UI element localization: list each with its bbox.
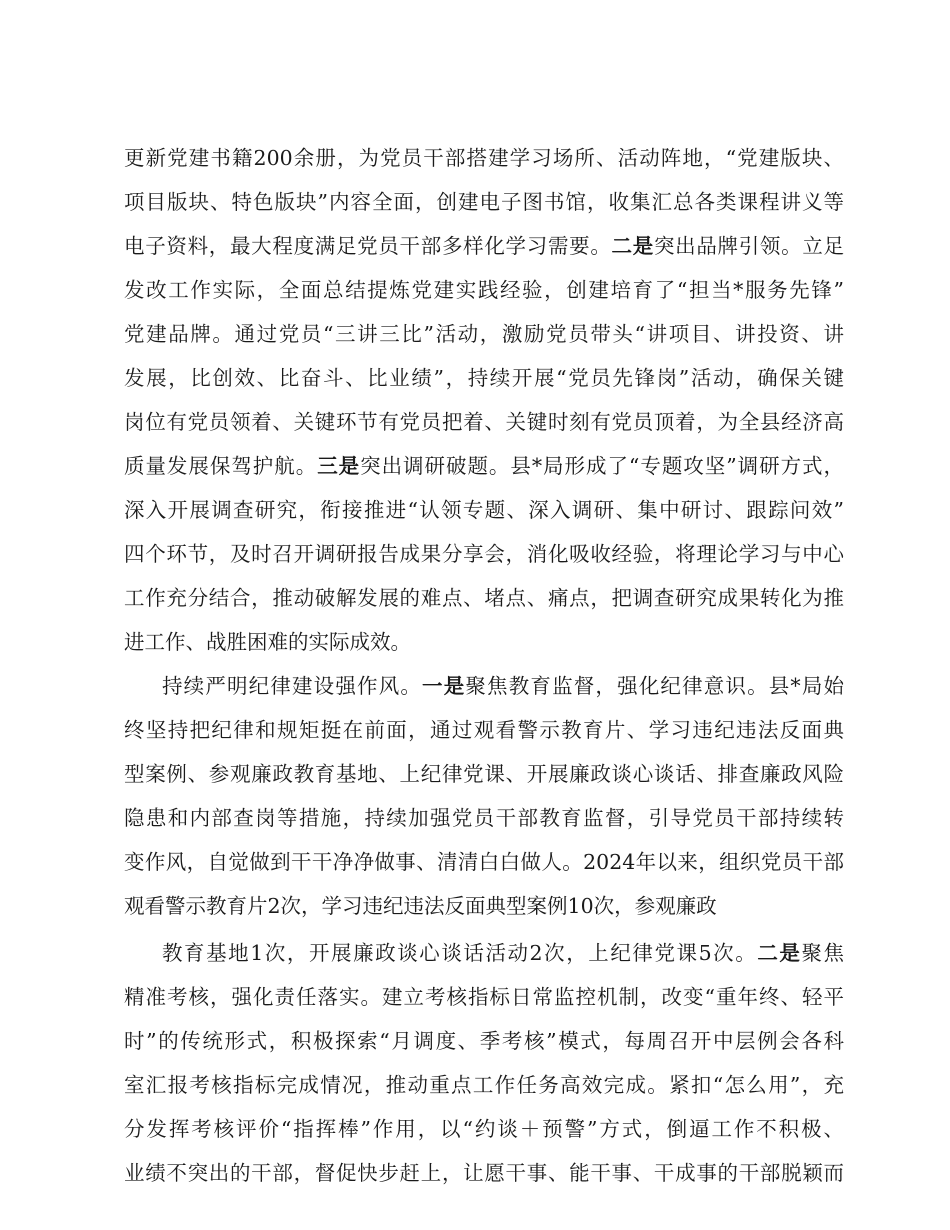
text-segment: 观看警示教育片2次，学习违纪违法反面典型案例10次，参观廉政 bbox=[124, 894, 717, 918]
text-segment: 更新党建书籍200余册，为党员干部搭建学习场所、活动阵地，“党建版块、 bbox=[124, 146, 844, 170]
text-line bbox=[124, 270, 844, 310]
text-segment: 四个环节，及时召开调研报告成果分享会，消化吸收经验，将理论学习与中心 bbox=[124, 542, 844, 566]
text-line bbox=[124, 1109, 844, 1149]
bold-marker: 一是 bbox=[422, 674, 466, 698]
text-line bbox=[124, 1021, 844, 1061]
text-segment: 时”的传统形式，积极探索“月调度、季考核”模式，每周召开中层例会各科 bbox=[124, 1029, 844, 1053]
text-line bbox=[124, 182, 844, 222]
text-segment: 项目版块、特色版块”内容全面，创建电子图书馆，收集汇总各类课程讲义等 bbox=[124, 190, 844, 214]
bold-marker: 三是 bbox=[317, 454, 361, 478]
text-line bbox=[124, 402, 844, 442]
text-segment: 电子资料，最大程度满足党员干部多样化学习需要。 bbox=[124, 234, 612, 258]
text-segment: 突出调研破题。县*局形成了“专题攻坚”调研方式， bbox=[360, 454, 845, 478]
text-segment: 聚焦教育监督，强化纪律意识。县*局始 bbox=[465, 674, 845, 698]
text-line bbox=[124, 842, 844, 882]
text-segment: 突出品牌引领。立足 bbox=[653, 234, 845, 258]
text-segment: 型案例、参观廉政教育基地、上纪律党课、开展廉政谈心谈话、排查廉政风险 bbox=[124, 762, 844, 786]
text-segment: 聚焦 bbox=[801, 941, 844, 965]
text-line bbox=[162, 933, 844, 973]
text-segment: 室汇报考核指标完成情况，推动重点工作任务高效完成。紧扣“怎么用”，充 bbox=[124, 1073, 844, 1097]
text-segment: 业绩不突出的干部，督促快步赶上，让愿干事、能干事、干成事的干部脱颖而 bbox=[124, 1161, 844, 1185]
text-line bbox=[124, 1065, 844, 1105]
text-segment: 教育基地1次，开展廉政谈心谈话活动2次，上纪律党课5次。 bbox=[162, 941, 758, 965]
text-line bbox=[124, 886, 844, 926]
text-segment: 深入开展调查研究，衔接推进“认领专题、深入调研、集中研讨、跟踪问效” bbox=[124, 498, 844, 522]
text-line bbox=[124, 977, 844, 1017]
text-segment: 进工作、战胜困难的实际成效。 bbox=[124, 630, 411, 654]
text-line bbox=[124, 534, 844, 574]
text-segment: 持续严明纪律建设强作风。 bbox=[162, 674, 423, 698]
text-line bbox=[124, 622, 844, 662]
text-segment: 工作充分结合，推动破解发展的难点、堵点、痛点，把调查研究成果转化为推 bbox=[124, 586, 844, 610]
bold-marker: 二是 bbox=[757, 941, 802, 965]
text-line bbox=[124, 578, 844, 618]
text-segment: 质量发展保驾护航。 bbox=[124, 454, 318, 478]
text-segment: 发改工作实际，全面总结提炼党建实践经验，创建培育了“担当*服务先锋” bbox=[124, 278, 844, 302]
text-segment: 终坚持把纪律和规矩挺在前面，通过观看警示教育片、学习违纪违法反面典 bbox=[124, 718, 844, 742]
text-segment: 分发挥考核评价“指挥棒”作用，以“约谈＋预警”方式，倒逼工作不积极、 bbox=[124, 1117, 844, 1141]
text-segment: 隐患和内部查岗等措施，持续加强党员干部教育监督，引导党员干部持续转 bbox=[124, 806, 844, 830]
text-line bbox=[162, 666, 844, 706]
text-line bbox=[124, 314, 844, 354]
text-line bbox=[124, 490, 844, 530]
text-line bbox=[124, 1153, 844, 1193]
text-line bbox=[124, 446, 844, 486]
text-line bbox=[124, 226, 844, 266]
text-line bbox=[124, 358, 844, 398]
text-line bbox=[124, 754, 844, 794]
text-line bbox=[124, 798, 844, 838]
text-segment: 精准考核，强化责任落实。建立考核指标日常监控机制，改变“重年终、轻平 bbox=[124, 985, 844, 1009]
text-segment: 发展，比创效、比奋斗、比业绩”，持续开展“党员先锋岗”活动，确保关键 bbox=[124, 366, 844, 390]
text-line bbox=[124, 710, 844, 750]
text-segment: 岗位有党员领着、关键环节有党员把着、关键时刻有党员顶着，为全县经济高 bbox=[124, 410, 844, 434]
text-segment: 变作风，自觉做到干干净净做事、清清白白做人。2024年以来，组织党员干部 bbox=[124, 850, 844, 874]
text-segment: 党建品牌。通过党员“三讲三比”活动，激励党员带头“讲项目、讲投资、讲 bbox=[124, 322, 844, 346]
text-line bbox=[124, 138, 844, 178]
bold-marker: 二是 bbox=[611, 234, 654, 258]
